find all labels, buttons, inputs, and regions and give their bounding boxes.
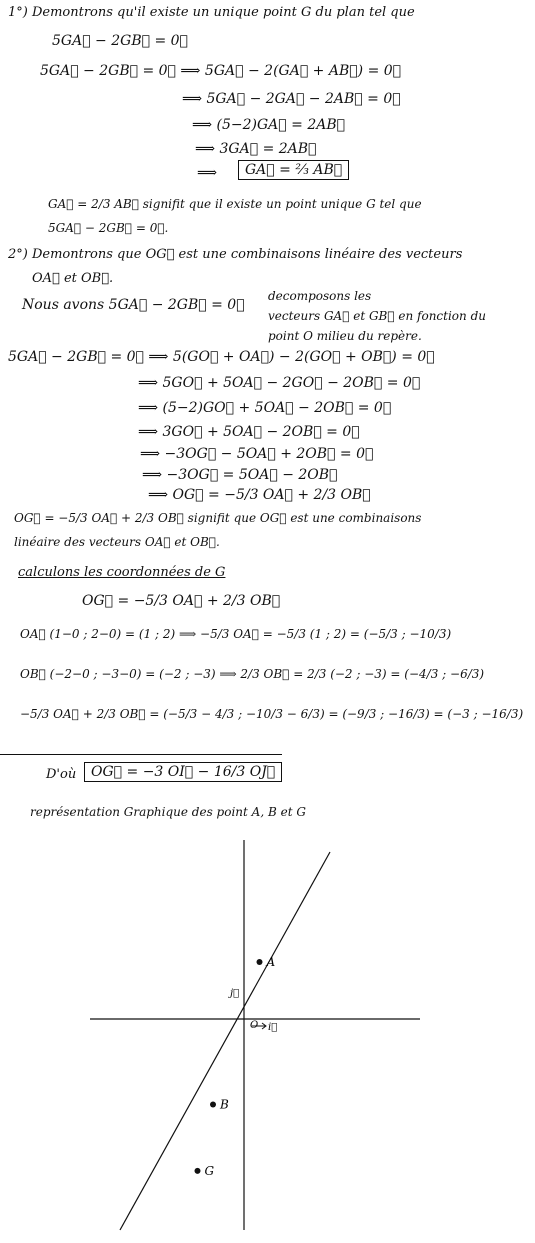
part2-step-2: ⟹ 5GO⃗ + 5OA⃗ − 2GO⃗ − 2OB⃗ = 0⃗	[138, 375, 421, 391]
label-point-b: B	[220, 1097, 229, 1112]
part2-note-3: point O milieu du repère.	[268, 329, 422, 343]
label-j: j⃗	[230, 988, 240, 999]
line-through-points	[120, 852, 330, 1230]
graph-title: représentation Graphique des point A, B et G	[30, 805, 306, 819]
part2-step-6: ⟹ −3OG⃗ = 5OA⃗ − 2OB⃗	[142, 467, 338, 483]
part1-conclusion-2: 5GA⃗ − 2GB⃗ = 0⃗.	[48, 221, 169, 235]
part3-oa-coordinates: OA⃗ (1−0 ; 2−0) = (1 ; 2) ⟹ −5/3 OA⃗ = −5/3 (1 ; 2) = (−5/3 ; −10/3)	[20, 627, 452, 641]
label-origin: O	[250, 1020, 259, 1031]
part1-step-4: ⟹ 3GA⃗ = 2AB⃗	[195, 141, 317, 157]
part2-title-2: OA⃗ et OB⃗.	[32, 271, 114, 286]
part2-conclusion-2: linéaire des vecteurs OA⃗ et OB⃗.	[14, 535, 220, 549]
part3-dou: D'où	[46, 767, 77, 782]
part1-step-1: 5GA⃗ − 2GB⃗ = 0⃗ ⟹ 5GA⃗ − 2(GA⃗ + AB⃗) = 0⃗	[40, 63, 402, 79]
part1-step-2: ⟹ 5GA⃗ − 2GA⃗ − 2AB⃗ = 0⃗	[182, 91, 401, 107]
part1-step-5: ⟹	[197, 165, 218, 181]
coordinate-graph	[0, 830, 535, 1243]
label-point-g: G	[204, 1163, 215, 1178]
part3-sum-coordinates: −5/3 OA⃗ + 2/3 OB⃗ = (−5/3 − 4/3 ; −10/3 − 6/3) = (−9/3 ; −16/3) = (−3 ; −16/3)	[20, 707, 524, 721]
part2-step-1: 5GA⃗ − 2GB⃗ = 0⃗ ⟹ 5(GO⃗ + OA⃗) − 2(GO⃗ + OB⃗) = 0⃗	[8, 349, 435, 365]
part3-title: calculons les coordonnées de G	[18, 565, 226, 580]
part2-step-7: ⟹ OG⃗ = −5/3 OA⃗ + 2/3 OB⃗	[148, 487, 371, 503]
separator-line	[0, 754, 282, 755]
point-b	[210, 1102, 216, 1108]
point-a	[257, 959, 263, 965]
part3-og-formula: OG⃗ = −5/3 OA⃗ + 2/3 OB⃗	[82, 593, 281, 609]
part3-ob-coordinates: OB⃗ (−2−0 ; −3−0) = (−2 ; −3) ⟹ 2/3 OB⃗ = 2/3 (−2 ; −3) = (−4/3 ; −6/3)	[20, 667, 485, 681]
point-g	[195, 1168, 201, 1174]
part2-title-1: 2°) Demontrons que OG⃗ est une combinaisons linéaire des vecteurs	[8, 247, 463, 262]
part1-title: 1°) Demontrons qu'il existe un unique point G du plan tel que	[8, 5, 415, 20]
part2-step-4: ⟹ 3GO⃗ + 5OA⃗ − 2OB⃗ = 0⃗	[138, 424, 360, 440]
label-i: i⃗	[268, 1022, 278, 1033]
part2-intro: Nous avons 5GA⃗ − 2GB⃗ = 0⃗	[22, 297, 245, 313]
part1-given: 5GA⃗ − 2GB⃗ = 0⃗	[52, 33, 188, 49]
part2-note-2: vecteurs GA⃗ et GB⃗ en fonction du	[268, 309, 486, 323]
part2-note-1: decomposons les	[268, 289, 372, 303]
part1-result: GA⃗ = ⅔ AB⃗	[238, 160, 349, 180]
label-point-a: A	[266, 955, 276, 969]
part1-conclusion-1: GA⃗ = 2/3 AB⃗ signifit que il existe un point unique G tel que	[48, 197, 422, 211]
part1-step-3: ⟹ (5−2)GA⃗ = 2AB⃗	[192, 117, 346, 133]
part2-step-5: ⟹ −3OG⃗ − 5OA⃗ + 2OB⃗ = 0⃗	[140, 446, 374, 462]
part3-og-result: OG⃗ = −3 OI⃗ − 16/3 OJ⃗	[84, 762, 282, 782]
part2-conclusion-1: OG⃗ = −5/3 OA⃗ + 2/3 OB⃗ signifit que OG⃗ est une combinaisons	[14, 511, 422, 525]
part2-step-3: ⟹ (5−2)GO⃗ + 5OA⃗ − 2OB⃗ = 0⃗	[138, 400, 392, 416]
